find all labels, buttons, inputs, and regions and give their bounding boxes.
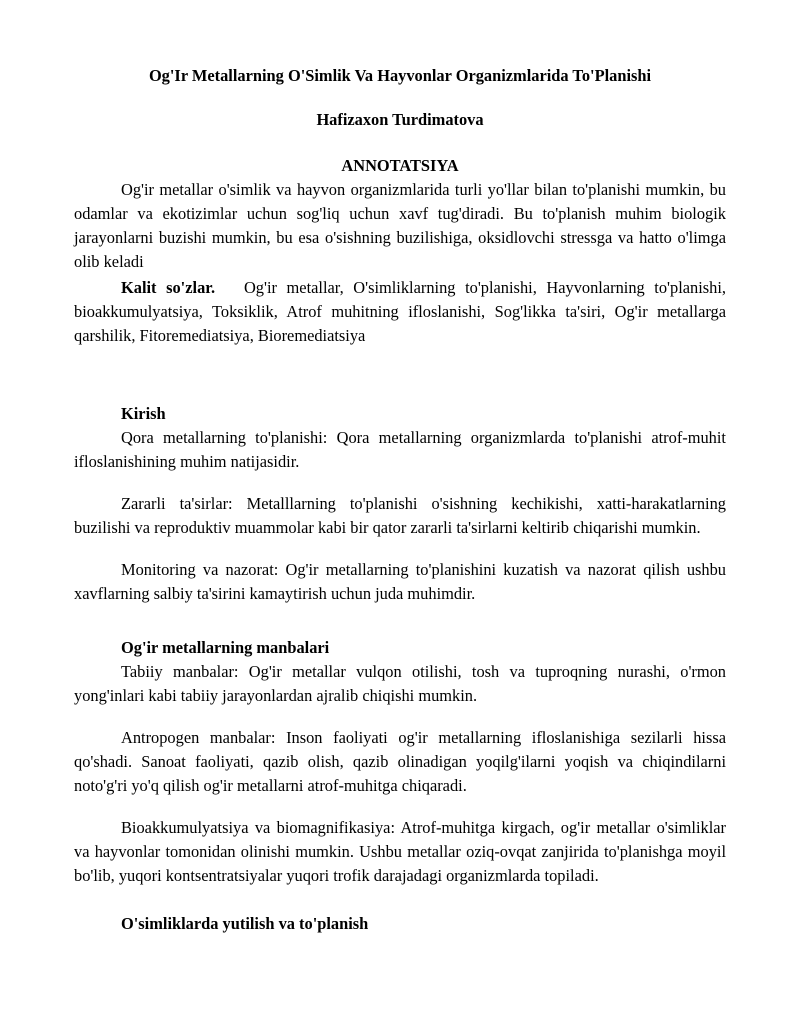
paragraph: Bioakkumulyatsiya va biomagnifikasiya: Atrof-muhitga kirgach, og'ir metallar o'simliklar va hayvonlar tomonidan olinishi mumkin. Ushbu metallar oziq-ovqat zanjirida to'planishga moyil bo'lib, yuqori kontsentratsiyalar yuqori trofik darajadagi organizmlarda topiladi. <box>74 818 726 885</box>
annotation-text: Og'ir metallar o'simlik va hayvon organizmlarida turli yo'llar bilan to'planishi mumkin, bu odamlar va ekotizimlar uchun sog'liq uchun xavf tug'diradi. Bu to'planish muhim biologik jarayonlarni buzishi mumkin, bu esa o'sishning buzilishiga, oksidlovchi stressga va hatto o'limga olib keladi <box>74 180 726 271</box>
paragraph: Zararli ta'sirlar: Metalllarning to'planishi o'sishning kechikishi, xatti-harakatlarning buzilishi va reproduktiv muammolar kabi bir qator zararli ta'sirlarni keltirib chiqarishi mumkin. <box>74 494 726 537</box>
keywords-paragraph <box>74 276 726 348</box>
annotation-heading: ANNOTATSIYA <box>341 156 459 175</box>
keywords-label: Kalit so'zlar. <box>121 278 216 297</box>
author-name: Hafizaxon Turdimatova <box>316 110 484 129</box>
keywords-text: Og'ir metallar, O'simliklarning to'planishi, Hayvonlarning to'planishi, bioakkumulyatsiya, Toksiklik, Atrof muhitning ifloslanishi, Sog'likka ta'siri, Og'ir metallarga qarshilik, Fitoremediatsiya, Bioremediatsiya <box>74 278 727 345</box>
paper-title: Og'Ir Metallarning O'Simlik Va Hayvonlar Organizmlarida To'Planishi <box>148 66 652 85</box>
paragraph: Tabiiy manbalar: Og'ir metallar vulqon otilishi, tosh va tuproqning nurashi, o'rmon yong'inlari kabi tabiiy jarayonlardan ajralib chiqishi mumkin. <box>74 662 726 705</box>
section-heading-manbalar: Og'ir metallarning manbalari <box>121 638 330 657</box>
paragraph: Antropogen manbalar: Inson faoliyati og'ir metallarning ifloslanishiga sezilarli hissa qo'shadi. Sanoat faoliyati, qazib olish, qazib olinadigan yoqilg'ilarni yoqish va chiqindilarni noto'g'ri yo'q qilish og'ir metallarni atrof-muhitga chiqaradi. <box>74 728 726 795</box>
paragraph: Qora metallarning to'planishi: Qora metallarning organizmlarda to'planishi atrof-muhit ifloslanishining muhim natijasidir. <box>74 428 726 471</box>
paragraph: Monitoring va nazorat: Og'ir metallarning to'planishini kuzatish va nazorat qilish ushbu xavflarning salbiy ta'sirini kamaytirish uchun juda muhimdir. <box>74 560 726 603</box>
section-heading-yutilish: O'simliklarda yutilish va to'planish <box>121 914 369 933</box>
section-heading-kirish: Kirish <box>121 404 166 423</box>
